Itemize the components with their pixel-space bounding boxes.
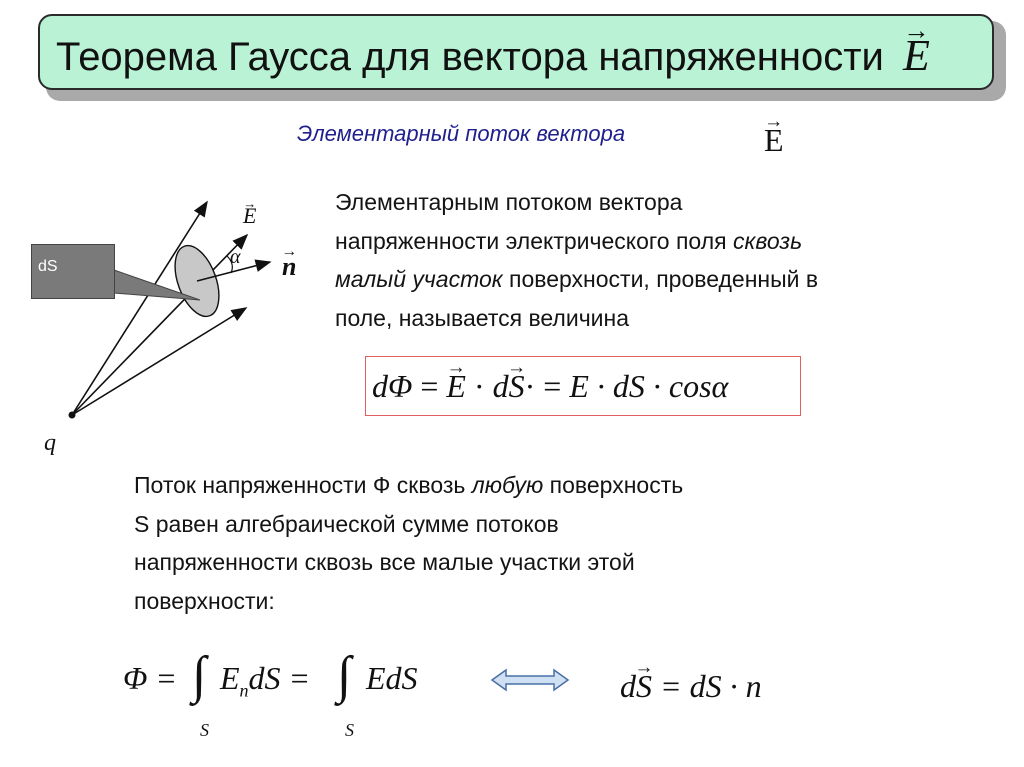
title-E-symbol: → E: [903, 30, 930, 81]
dS-vector-formula: d→ S = dS · n: [620, 668, 762, 705]
dS-label: dS: [38, 258, 58, 275]
diagram-alpha-label: α: [230, 246, 241, 268]
sum-line-1: Поток напряженности Ф сквозь любую поверхность: [134, 472, 684, 498]
total-flux-phi: Φ =: [123, 660, 177, 696]
integral-2-subscript: S: [345, 720, 354, 740]
definition-line-1: Элементарным потоком вектора: [335, 189, 683, 215]
diagram-E-label: → E: [243, 203, 256, 229]
subtitle-E-symbol: → E: [764, 122, 784, 159]
diagram-n-label: → n: [282, 252, 296, 282]
subtitle: Элементарный поток вектора: [297, 121, 626, 146]
equivalence-arrow-icon: [490, 668, 570, 692]
integral-sign-1: ∫: [192, 647, 207, 704]
definition-line-2: напряженности электрического поля сквозь: [335, 227, 803, 254]
charge-point: [69, 412, 76, 419]
field-line-3: [72, 308, 246, 415]
total-flux-term-1: $E_ndS$ =: [220, 660, 311, 701]
diagram-q-label: q: [44, 430, 56, 456]
integral-1-subscript: S: [200, 720, 209, 740]
slide-title: [56, 30, 930, 81]
sum-line-4: поверхности:: [134, 587, 275, 614]
sum-line-2: S равен алгебраической сумме потоков: [134, 510, 559, 537]
integral-sign-2: ∫: [337, 647, 352, 704]
flux-sum-paragraph: [134, 466, 683, 620]
definition-line-4: поле, называется величина: [335, 304, 630, 331]
title-text: Теорема Гаусса для вектора напряженности: [56, 35, 884, 79]
field-line-1: [72, 202, 207, 415]
definition-line-3: малый участок поверхности, проведенный в: [335, 266, 819, 292]
total-flux-term-2: EdS: [366, 660, 418, 696]
flux-diagram: [0, 180, 330, 470]
flux-element-formula: dΦ = → E · d→ S· = E · dS · cosα: [372, 368, 728, 405]
sum-line-3: напряженности сквозь все малые участки этой: [134, 549, 635, 575]
definition-paragraph: [335, 183, 818, 337]
